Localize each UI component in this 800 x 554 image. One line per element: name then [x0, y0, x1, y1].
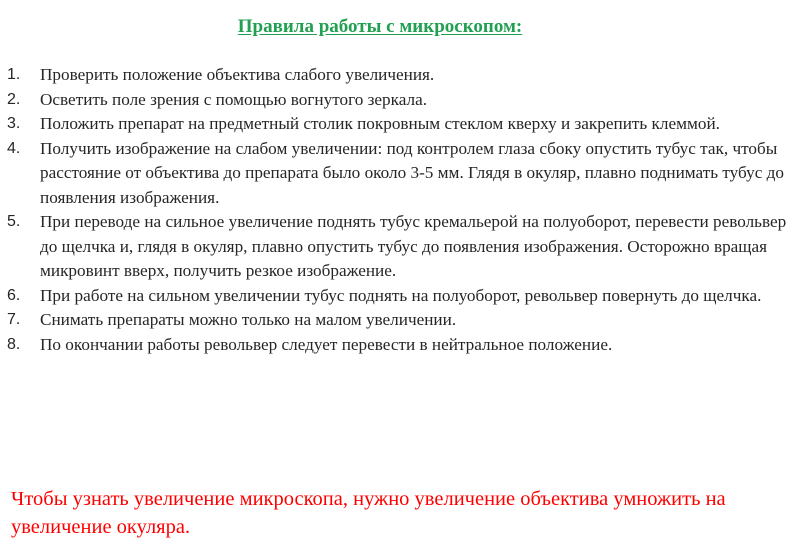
list-item	[0, 63, 790, 88]
list-item-number: 8.	[7, 335, 21, 353]
list-item-number: 5.	[7, 213, 21, 230]
rules-list	[0, 63, 790, 357]
list-item	[0, 112, 790, 137]
list-item-number: 3.	[7, 115, 21, 132]
list-item-number: 7.	[7, 311, 21, 328]
page-title	[0, 15, 760, 39]
list-item-text: Проверить положение объектива слабого увеличения.	[40, 65, 435, 84]
list-item-number: 6.	[7, 286, 21, 304]
list-item	[0, 308, 790, 333]
list-item-text: По окончании работы револьвер следует перевести в нейтральное положение.	[40, 334, 613, 354]
list-item	[0, 333, 790, 358]
list-item	[0, 137, 790, 211]
list-item-number: 1.	[7, 66, 21, 83]
list-item-text: Снимать препараты можно только на малом увеличении.	[40, 310, 457, 329]
list-item	[0, 284, 790, 309]
list-item-text: Положить препарат на предметный столик покровным стеклом кверху и закрепить клеммой.	[40, 114, 720, 133]
list-item	[0, 88, 790, 113]
magnification-note: Чтобы узнать увеличение микроскопа, нужно увеличение объектива умножить на увеличение окуляра.	[11, 488, 726, 538]
list-item	[0, 210, 790, 284]
list-item-text: Получить изображение на слабом увеличении: под контролем глаза сбоку опустить тубус так, чтобы расстояние от объектива до препарата было около 3-5 мм. Глядя в окуляр, плавно поднимать тубус до появления изображения.	[40, 138, 784, 207]
list-item-number: 4.	[7, 139, 21, 157]
page-title-text: Правила работы с микроскопом:	[237, 16, 523, 37]
list-item-number: 2.	[7, 90, 21, 108]
list-item-text: Осветить поле зрения с помощью вогнутого зеркала.	[40, 89, 427, 109]
list-item-text: При работе на сильном увеличении тубус поднять на полуоборот, револьвер повернуть до щелчка.	[40, 285, 762, 305]
list-item-text: При переводе на сильное увеличение поднять тубус кремальерой на полуоборот, перевести револьвер до щелчка и, глядя в окуляр, плавно опустить тубус до появления изображения. Осторожно вращая микровинт вверх, получить резкое изображение.	[40, 212, 787, 280]
